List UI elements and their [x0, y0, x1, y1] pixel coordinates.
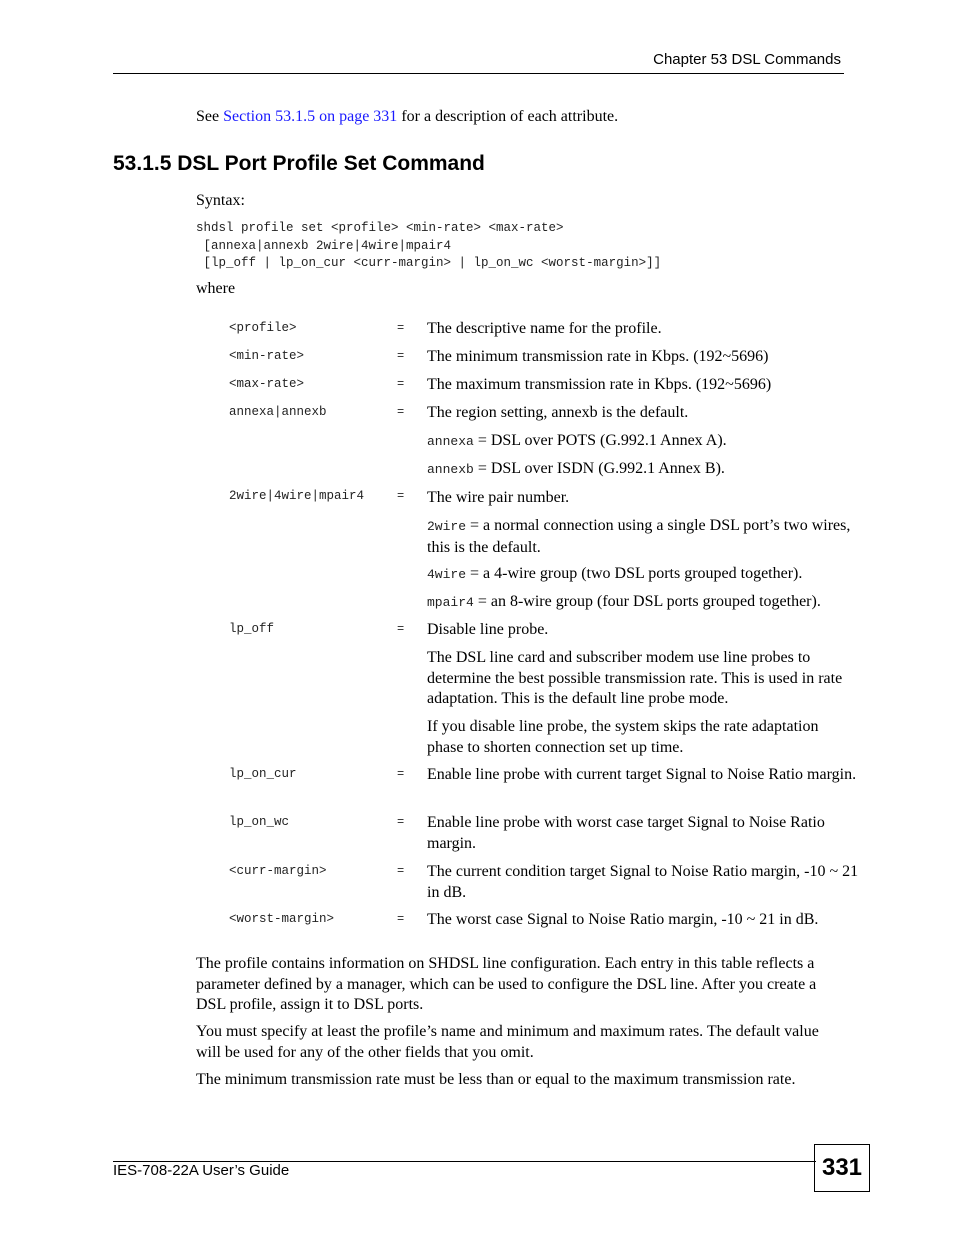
equals-sign: =	[397, 864, 405, 878]
param-name: <min-rate>	[229, 349, 305, 363]
equals-sign: =	[397, 767, 405, 781]
body-paragraph: The profile contains information on SHDSL line configuration. Each entry in this table reflects a parameter defined by a manager, which can be used to configure the DSL line. After you create a DSL profile, assign it to DSL ports.	[196, 955, 817, 1013]
annexb-desc	[427, 459, 867, 481]
2wire-text: = a normal connection using a single DSL port’s two wires, this is the default.	[427, 517, 851, 556]
syntax-code	[196, 220, 661, 273]
header-rule	[113, 73, 844, 74]
intro-suffix: for a description of each attribute.	[397, 108, 619, 125]
lp-off-detail: The DSL line card and subscriber modem use line probes to determine the best possible transmission rate. This is used in rate adaptation. This is the default line probe mode.	[427, 649, 843, 707]
code-term: mpair4	[427, 595, 474, 610]
code-term: annexa	[427, 434, 474, 449]
syntax-line: [lp_off | lp_on_cur <curr-margin> | lp_on_wc <worst-margin>]]	[196, 256, 662, 270]
param-desc: The minimum transmission rate in Kbps. (192~5696)	[427, 348, 769, 365]
body-paragraph: The minimum transmission rate must be less than or equal to the maximum transmission rate.	[196, 1071, 796, 1088]
annexa-desc	[427, 431, 867, 453]
equals-sign: =	[397, 349, 405, 363]
syntax-line: shdsl profile set <profile> <min-rate> <max-rate>	[196, 221, 564, 235]
param-name: annexa|annexb	[229, 405, 327, 419]
param-name: <max-rate>	[229, 377, 305, 391]
4wire-text: = a 4-wire group (two DSL ports grouped together).	[466, 565, 803, 582]
param-name: 2wire|4wire|mpair4	[229, 489, 365, 503]
syntax-line: [annexa|annexb 2wire|4wire|mpair4	[196, 238, 452, 253]
equals-sign: =	[397, 489, 405, 503]
chapter-header: Chapter 53 DSL Commands	[653, 51, 841, 68]
param-desc: The maximum transmission rate in Kbps. (192~5696)	[427, 376, 772, 393]
equals-sign: =	[397, 622, 405, 636]
code-term: 2wire	[427, 519, 467, 534]
where-label: where	[196, 280, 236, 297]
mpair4-desc	[427, 592, 877, 614]
guide-title: IES-708-22A User’s Guide	[113, 1162, 290, 1179]
equals-sign: =	[397, 377, 405, 391]
lp-off-detail: If you disable line probe, the system skips the rate adaptation phase to shorten connection set up time.	[427, 718, 819, 756]
code-term: 4wire	[427, 567, 467, 582]
code-term: annexb	[427, 462, 474, 477]
2wire-desc	[427, 516, 867, 558]
page-number: 331	[814, 1144, 870, 1192]
param-name: <curr-margin>	[229, 864, 327, 878]
param-name: lp_on_cur	[229, 767, 297, 781]
param-name: lp_on_wc	[229, 815, 290, 829]
equals-sign: =	[397, 912, 405, 926]
4wire-desc	[427, 564, 867, 586]
body-paragraph: You must specify at least the profile’s name and minimum and maximum rates. The default value will be used for any of the other fields that you omit.	[196, 1023, 819, 1061]
equals-sign: =	[397, 321, 405, 335]
param-desc: The wire pair number.	[427, 489, 570, 506]
param-desc: The region setting, annexb is the default.	[427, 404, 689, 421]
param-desc: Disable line probe.	[427, 621, 549, 638]
param-desc: The descriptive name for the profile.	[427, 320, 662, 337]
equals-sign: =	[397, 405, 405, 419]
param-name: lp_off	[229, 622, 275, 636]
syntax-label: Syntax:	[196, 192, 245, 209]
section-link[interactable]: Section 53.1.5 on page 331	[223, 108, 398, 125]
intro-paragraph	[196, 107, 618, 128]
equals-sign: =	[397, 815, 405, 829]
param-desc: The worst case Signal to Noise Ratio margin, -10 ~ 21 in dB.	[427, 911, 819, 928]
param-name: <worst-margin>	[229, 912, 335, 926]
intro-prefix: See	[196, 108, 224, 125]
annexa-text: = DSL over POTS (G.992.1 Annex A).	[473, 432, 727, 449]
param-desc: The current condition target Signal to Noise Ratio margin, -10 ~ 21 in dB.	[427, 863, 859, 901]
mpair4-text: = an 8-wire group (four DSL ports grouped together).	[473, 593, 821, 610]
section-title: 53.1.5 DSL Port Profile Set Command	[113, 152, 485, 175]
annexb-text: = DSL over ISDN (G.992.1 Annex B).	[473, 460, 725, 477]
param-desc: Enable line probe with current target Signal to Noise Ratio margin.	[427, 766, 857, 783]
param-name: <profile>	[229, 321, 297, 335]
param-desc: Enable line probe with worst case target Signal to Noise Ratio margin.	[427, 814, 825, 852]
